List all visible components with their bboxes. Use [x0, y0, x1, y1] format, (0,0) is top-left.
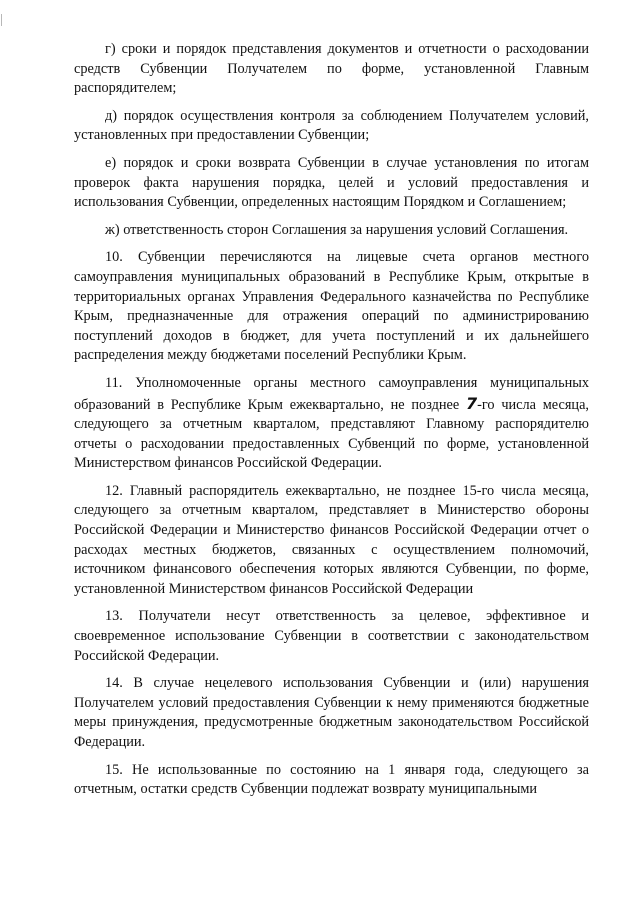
paragraph-clause-15: 15. Не использованные по состоянию на 1 января года, следующего за отчетным, остатки средств Субвенции подлежат возврату муниципальными [74, 761, 589, 798]
handwritten-day-number: 7 [465, 393, 478, 413]
clause-11-text-start: 11. Уполномоченные органы местного самоуправления муниципальных образований в Республике Крым ежеквартально, не позднее [74, 374, 589, 413]
clause-11-text-end: -го числа месяца, следующего за отчетным кварталом, представляют Главному распорядителю отчеты о расходовании предоставленных Субвенций по форме, установленной Министерством финансов Российской Федерации. [74, 396, 589, 472]
document-page [74, 40, 589, 808]
paragraph-clause-13: 13. Получатели несут ответственность за целевое, эффективное и своевременное использование Субвенции в соответствии с законодательством Российской Федерации. [74, 608, 589, 664]
paragraph-clause-10: 10. Субвенции перечисляются на лицевые счета органов местного самоуправления муниципальных образований в Республике Крым, открытые в территориальных органах Управления Федерального казначейства по Республике Крым, предназначенные для отражения операций по администрированию поступлений доходов в бюджет, для учета поступлений и их дальнейшего распределения между бюджетами поселений Республики Крым. [74, 249, 589, 364]
paragraph-item-e: е) порядок и сроки возврата Субвенции в случае установления по итогам проверок факта нарушения порядка, целей и условий предоставления и использования Субвенции, определенных настоящим Порядком и Соглашением; [74, 154, 589, 211]
scan-edge-mark [1, 14, 2, 26]
paragraph-item-d: д) порядок осуществления контроля за соблюдением Получателем условий, установленных при предоставлении Субвенции; [74, 107, 589, 144]
paragraph-item-g: г) сроки и порядок представления документов и отчетности о расходовании средств Субвенции Получателем по форме, установленной Главным распорядителем; [74, 41, 589, 97]
paragraph-clause-11 [74, 374, 589, 474]
paragraph-clause-12: 12. Главный распорядитель ежеквартально, не позднее 15-го числа месяца, следующего за отчетным кварталом, представляет в Министерство обороны Российской Федерации и Министерство финансов Российской Федерации отчет о расходах местных бюджетов, связанных с осуществлением полномочий, источником финансового обеспечения которых являются Субвенции, по форме, установленной Министерством финансов Российской Федерации [74, 482, 589, 597]
paragraph-clause-14: 14. В случае нецелевого использования Субвенции и (или) нарушения Получателем условий предоставления Субвенции к нему применяются бюджетные меры принуждения, предусмотренные бюджетным законодательством Российской Федерации. [74, 675, 589, 750]
paragraph-item-zh: ж) ответственность сторон Соглашения за нарушения условий Соглашения. [105, 221, 569, 238]
